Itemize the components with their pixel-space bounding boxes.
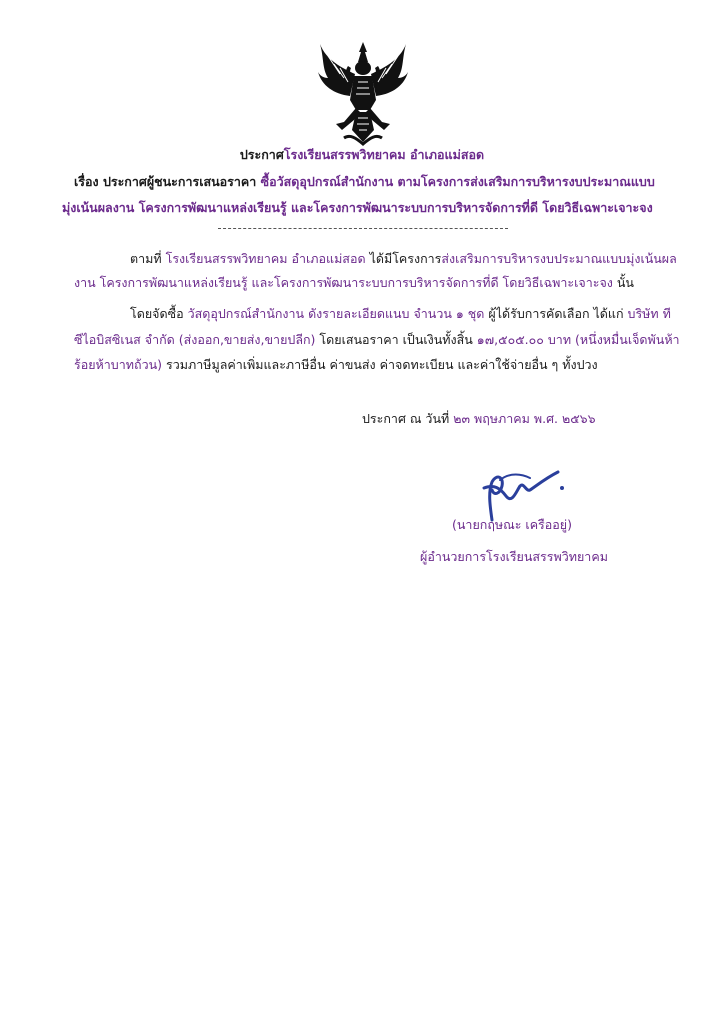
subject-line-2: มุ่งเน้นผลงาน โครงการพัฒนาแหล่งเรียนรู้ และโครงการพัฒนาระบบการบริหารจัดการที่ดี โดยวิธีเฉพาะเจาะจง — [62, 200, 653, 215]
date-label: ประกาศ ณ วันที่ — [362, 411, 450, 426]
signature-mark — [470, 462, 570, 524]
paragraph-2-line-2 — [74, 331, 680, 349]
subject-label: เรื่อง ประกาศผู้ชนะการเสนอราคา — [74, 174, 257, 189]
p2-mid: ผู้ได้รับการคัดเลือก ได้แก่ — [488, 306, 624, 321]
date-value: ๒๓ พฤษภาคม พ.ศ. ๒๕๖๖ — [453, 411, 596, 426]
p2-line3-rest: รวมภาษีมูลค่าเพิ่มและภาษีอื่น ค่าขนส่ง ค่าจดทะเบียน และค่าใช้จ่ายอื่น ๆ ทั้งปวง — [166, 357, 598, 372]
p2-line3-words: ร้อยห้าบาทถ้วน) — [74, 357, 163, 372]
p2-line2-mid: โดยเสนอราคา เป็นเงินทั้งสิ้น — [319, 332, 473, 347]
p2-company: บริษัท ที — [627, 306, 671, 321]
p1-line2: งาน โครงการพัฒนาแหล่งเรียนรู้ และโครงการพัฒนาระบบการบริหารจัดการที่ดี โดยวิธีเฉพาะเจาะจง — [74, 275, 613, 290]
announcement-title — [0, 146, 724, 164]
title-school: โรงเรียนสรรพวิทยาคม อำเภอแม่สอด — [283, 147, 485, 162]
p2-line2-company: ซีไอบิสซิเนส จำกัด (ส่งออก,ขายส่ง,ขายปลีก) — [74, 332, 316, 347]
paragraph-2-line-1 — [130, 305, 671, 323]
p2-lead: โดยจัดซื้อ — [130, 306, 184, 321]
separator-line — [218, 228, 508, 229]
paragraph-2-line-3 — [74, 356, 598, 374]
p1-project: ส่งเสริมการบริหารงบประมาณแบบมุ่งเน้นผล — [441, 251, 677, 266]
p1-mid: ได้มีโครงการ — [369, 251, 442, 266]
p2-item: วัสดุอุปกรณ์สำนักงาน ดังรายละเอียดแนบ จำนวน ๑ ชุด — [187, 306, 485, 321]
subject-line-1 — [74, 173, 655, 191]
subject-text: ซื้อวัสดุอุปกรณ์สำนักงาน ตามโครงการส่งเสริมการบริหารงบประมาณแบบ — [260, 174, 655, 189]
signatory-position: ผู้อำนวยการโรงเรียนสรรพวิทยาคม — [420, 549, 608, 564]
paragraph-1-line-1 — [130, 250, 677, 268]
p1-school: โรงเรียนสรรพวิทยาคม อำเภอแม่สอด — [165, 251, 366, 266]
garuda-emblem — [314, 38, 412, 148]
p2-amount: ๑๗,๕๐๕.๐๐ บาท (หนึ่งหมื่นเจ็ดพันห้า — [476, 332, 680, 347]
p1-lead: ตามที่ — [130, 251, 162, 266]
p1-end: นั้น — [616, 275, 634, 290]
announcement-date-line — [362, 410, 596, 428]
signatory-name: (นายกฤษณะ เครืออยู่) — [452, 517, 572, 532]
paragraph-1-line-2 — [74, 274, 634, 292]
title-prefix: ประกาศ — [239, 147, 284, 162]
